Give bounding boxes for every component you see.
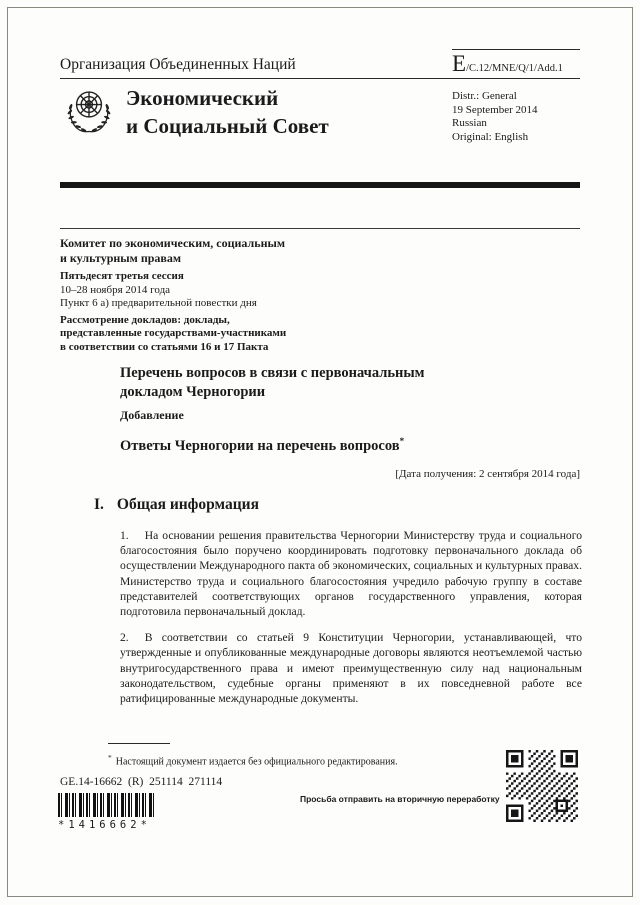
council-title <box>126 84 329 140</box>
barcode-text: *1416662* <box>58 819 151 831</box>
paragraph-2 <box>120 630 582 706</box>
paragraph-1 <box>120 528 582 619</box>
separator-bar <box>60 182 580 188</box>
paragraph-1-number: 1. <box>120 529 129 542</box>
session-dates: 10–28 ноября 2014 года <box>60 283 171 296</box>
body-text <box>120 528 582 706</box>
org-name: Организация Объединенных Наций <box>60 56 296 73</box>
agenda-item: Пункт 6 а) предварительной повестки дня <box>60 297 257 309</box>
answers-title <box>120 436 404 455</box>
paragraph-2-number: 2. <box>120 631 129 645</box>
council-title-line2: и Социальный Совет <box>126 114 329 138</box>
session-label: Пятьдесят третья сессия <box>60 270 184 282</box>
qr-code-icon <box>506 750 578 822</box>
committee-block <box>60 236 440 354</box>
recycle-text: Просьба отправить на вторичную переработку <box>300 794 500 804</box>
distr-line: Distr.: General <box>452 90 517 102</box>
agenda-title-line1: Рассмотрение докладов: доклады, <box>60 313 230 326</box>
paragraph-1-text: На основании решения правительства Черногории Министерству труда и социального благосостояния было поручено координировать подготовку первоначального доклада об осуществлении Международного пакта об экономических, социальных и культурных правах. Министерство труда и социального благосостояния учредило рабочую группу в составе представителей соответствующих органов государственного управления, которая подготовила первоначальный доклад. <box>120 529 582 619</box>
language-line: Russian <box>452 117 487 129</box>
distr-block <box>452 90 538 144</box>
ge-number: GE.14-16662 (R) 251114 271114 <box>60 776 223 788</box>
section-heading <box>94 496 259 514</box>
committee-name-line1: Комитет по экономическим, социальным <box>60 236 286 250</box>
answers-title-text: Ответы Черногории на перечень вопросов <box>120 437 400 454</box>
symbol-letter: E <box>452 51 467 76</box>
footnote-marker: * <box>108 753 112 762</box>
footnote-rule <box>108 743 170 744</box>
barcode <box>58 793 158 831</box>
footnote-text: Настоящий документ издается без официального редактирования. <box>115 756 398 768</box>
paragraph-2-text: В соответствии со статьей 9 Конституции Черногории, устанавливающей, что утвержденные и опубликованные международные договоры являются неотъемлемой частью внутригосударственного права и имеют преимущественную силу над национальным законодательством, судебные органы применяют в их повседневной работе все ратифицированные международные документы. <box>120 631 582 706</box>
header-rule <box>60 78 580 79</box>
section-title: Общая информация <box>116 496 259 513</box>
separator-rule <box>60 228 580 229</box>
footnote <box>108 752 538 769</box>
received-date: [Дата получения: 2 сентября 2014 года] <box>395 468 580 480</box>
symbol-number: /C.12/MNE/Q/1/Add.1 <box>466 63 563 74</box>
barcode-bars <box>58 793 154 817</box>
un-emblem-icon <box>62 84 116 138</box>
recycle-notice <box>300 789 524 809</box>
council-title-line1: Экономический <box>126 86 279 110</box>
agenda-title-line2: представленные государствами-участниками <box>60 327 287 339</box>
section-number: I. <box>94 496 104 513</box>
committee-name-line2: и культурным правам <box>60 251 182 265</box>
agenda-title-line3: в соответствии со статьями 16 и 17 Пакта <box>60 340 269 353</box>
original-line: Original: English <box>452 130 529 143</box>
footnote-ref: * <box>399 436 405 446</box>
addendum-label: Добавление <box>120 408 184 422</box>
document-title: Перечень вопросов в связи с первоначальным докладом Черногории <box>120 365 425 400</box>
date-line: 19 September 2014 <box>452 103 538 116</box>
document-symbol <box>452 49 580 76</box>
